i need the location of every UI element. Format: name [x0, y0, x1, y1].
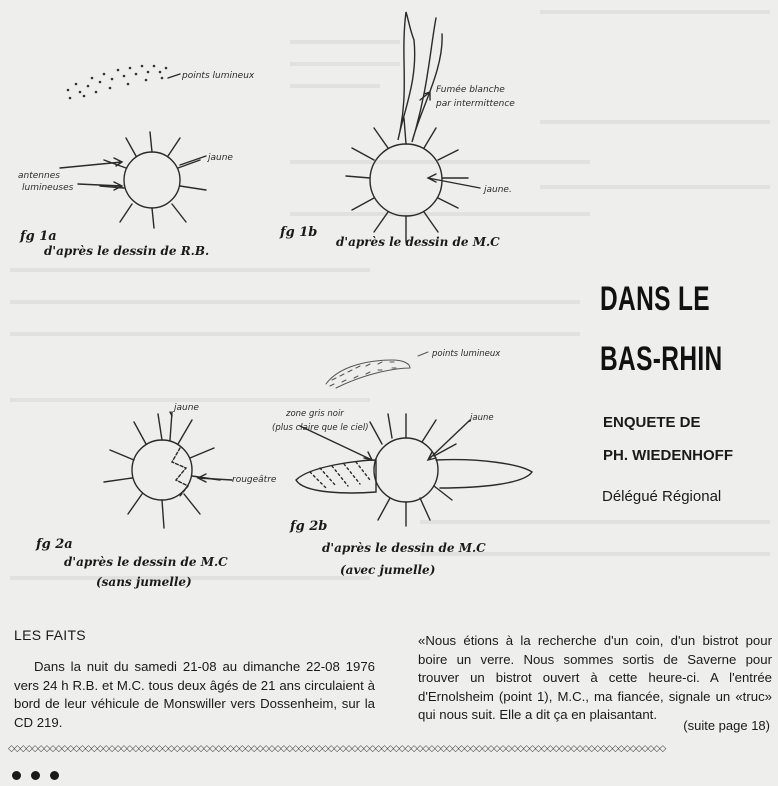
- fig-1a-note-color: jaune: [208, 153, 233, 163]
- article-title-line-2: BAS-RHIN: [600, 340, 723, 378]
- bullet-dots: [12, 767, 69, 785]
- fig-1b-sketch: [279, 12, 515, 249]
- continued-note: (suite page 18): [683, 718, 770, 733]
- fig-2b-caption-2: (avec jumelle): [340, 563, 436, 577]
- fig-2a-caption-2: (sans jumelle): [96, 575, 192, 589]
- bullet-dot: [50, 771, 59, 780]
- fig-1b-caption: d'après le dessin de M.C: [336, 235, 500, 249]
- paragraph-facts: [14, 658, 375, 732]
- paragraph-facts-text: Dans la nuit du samedi 21-08 au dimanche 22-08 1976 vers 24 h R.B. et M.C. tous deux âgés de 21 ans circulaient à bord de leur véhicule de Monswiller vers Dossenheim, sur la CD 219.: [14, 659, 375, 730]
- fig-1a-caption: d'après le dessin de R.B.: [44, 244, 210, 258]
- luminous-points: [67, 65, 168, 100]
- fig-1a-note-antennas-2: lumineuses: [22, 183, 74, 193]
- fig-2b-note-lights: points lumineux: [432, 349, 501, 359]
- fig-2b-caption-1: d'après le dessin de M.C: [322, 541, 486, 555]
- fig-2a-sketch: [35, 403, 277, 589]
- byline-line-2: PH. WIEDENHOFF: [603, 447, 733, 464]
- fig-2a-note-reddish: rougeâtre: [232, 475, 277, 485]
- fig-1a-note-antennas-1: antennes: [18, 171, 60, 181]
- fig-2b-sketch: [272, 349, 532, 577]
- byline-line-1: ENQUETE DE: [603, 414, 701, 431]
- fig-1a-label: fg 1a: [20, 229, 57, 244]
- fig-1b-note-smoke-1: Fumée blanche: [436, 85, 505, 95]
- fig-2b-note-zone-1: zone gris noir: [286, 409, 344, 419]
- luminous-points-cloud: [326, 352, 428, 388]
- paragraph-quote: [418, 632, 772, 725]
- author-role: Délégué Régional: [602, 488, 722, 505]
- fig-2a-label: fg 2a: [36, 537, 73, 552]
- article-title-line-1: DANS LE: [600, 280, 710, 318]
- bullet-dot: [12, 771, 21, 780]
- bullet-dot: [31, 771, 40, 780]
- fig-2a-note-color: jaune: [174, 403, 199, 413]
- fig-2a-caption-1: d'après le dessin de M.C: [64, 555, 228, 569]
- fig-1a-sketch: [18, 65, 255, 258]
- fig-1a-note-lights: points lumineux: [182, 71, 255, 81]
- fig-1b-note-smoke-2: par intermittence: [436, 99, 515, 109]
- fig-1b-note-color: jaune.: [484, 185, 512, 195]
- fig-2b-note-zone-2: (plus claire que le ciel): [272, 423, 369, 433]
- fig-1b-label: fg 1b: [280, 225, 318, 240]
- fig-2b-label: fg 2b: [290, 519, 328, 534]
- gray-zone: [296, 460, 376, 493]
- diamond-divider: ◇◇◇◇◇◇◇◇◇◇◇◇◇◇◇◇◇◇◇◇◇◇◇◇◇◇◇◇◇◇◇◇◇◇◇◇◇◇◇◇◇◇◇◇◇◇◇◇◇◇◇◇◇◇◇◇◇◇◇◇◇◇◇◇◇◇◇◇◇◇◇◇◇◇◇◇◇◇◇◇◇◇◇◇◇◇◇◇◇◇◇◇◇◇◇◇◇◇◇◇◇◇◇◇◇◇◇◇◇◇◇: [8, 743, 666, 753]
- paragraph-quote-text: «Nous étions à la recherche d'un coin, d'un bistrot pour boire un verre. Nous sommes sortis de Saverne pour trouver un bistrot ouvert à cette heure-ci. A l'entrée d'Ernolsheim (point 1), M.C., ma fiancée, signale un «truc» qui nous suit. Elle a dit ça en plaisantant.: [418, 633, 772, 723]
- section-heading: LES FAITS: [14, 627, 86, 643]
- fig-2b-note-color: jaune: [470, 413, 494, 423]
